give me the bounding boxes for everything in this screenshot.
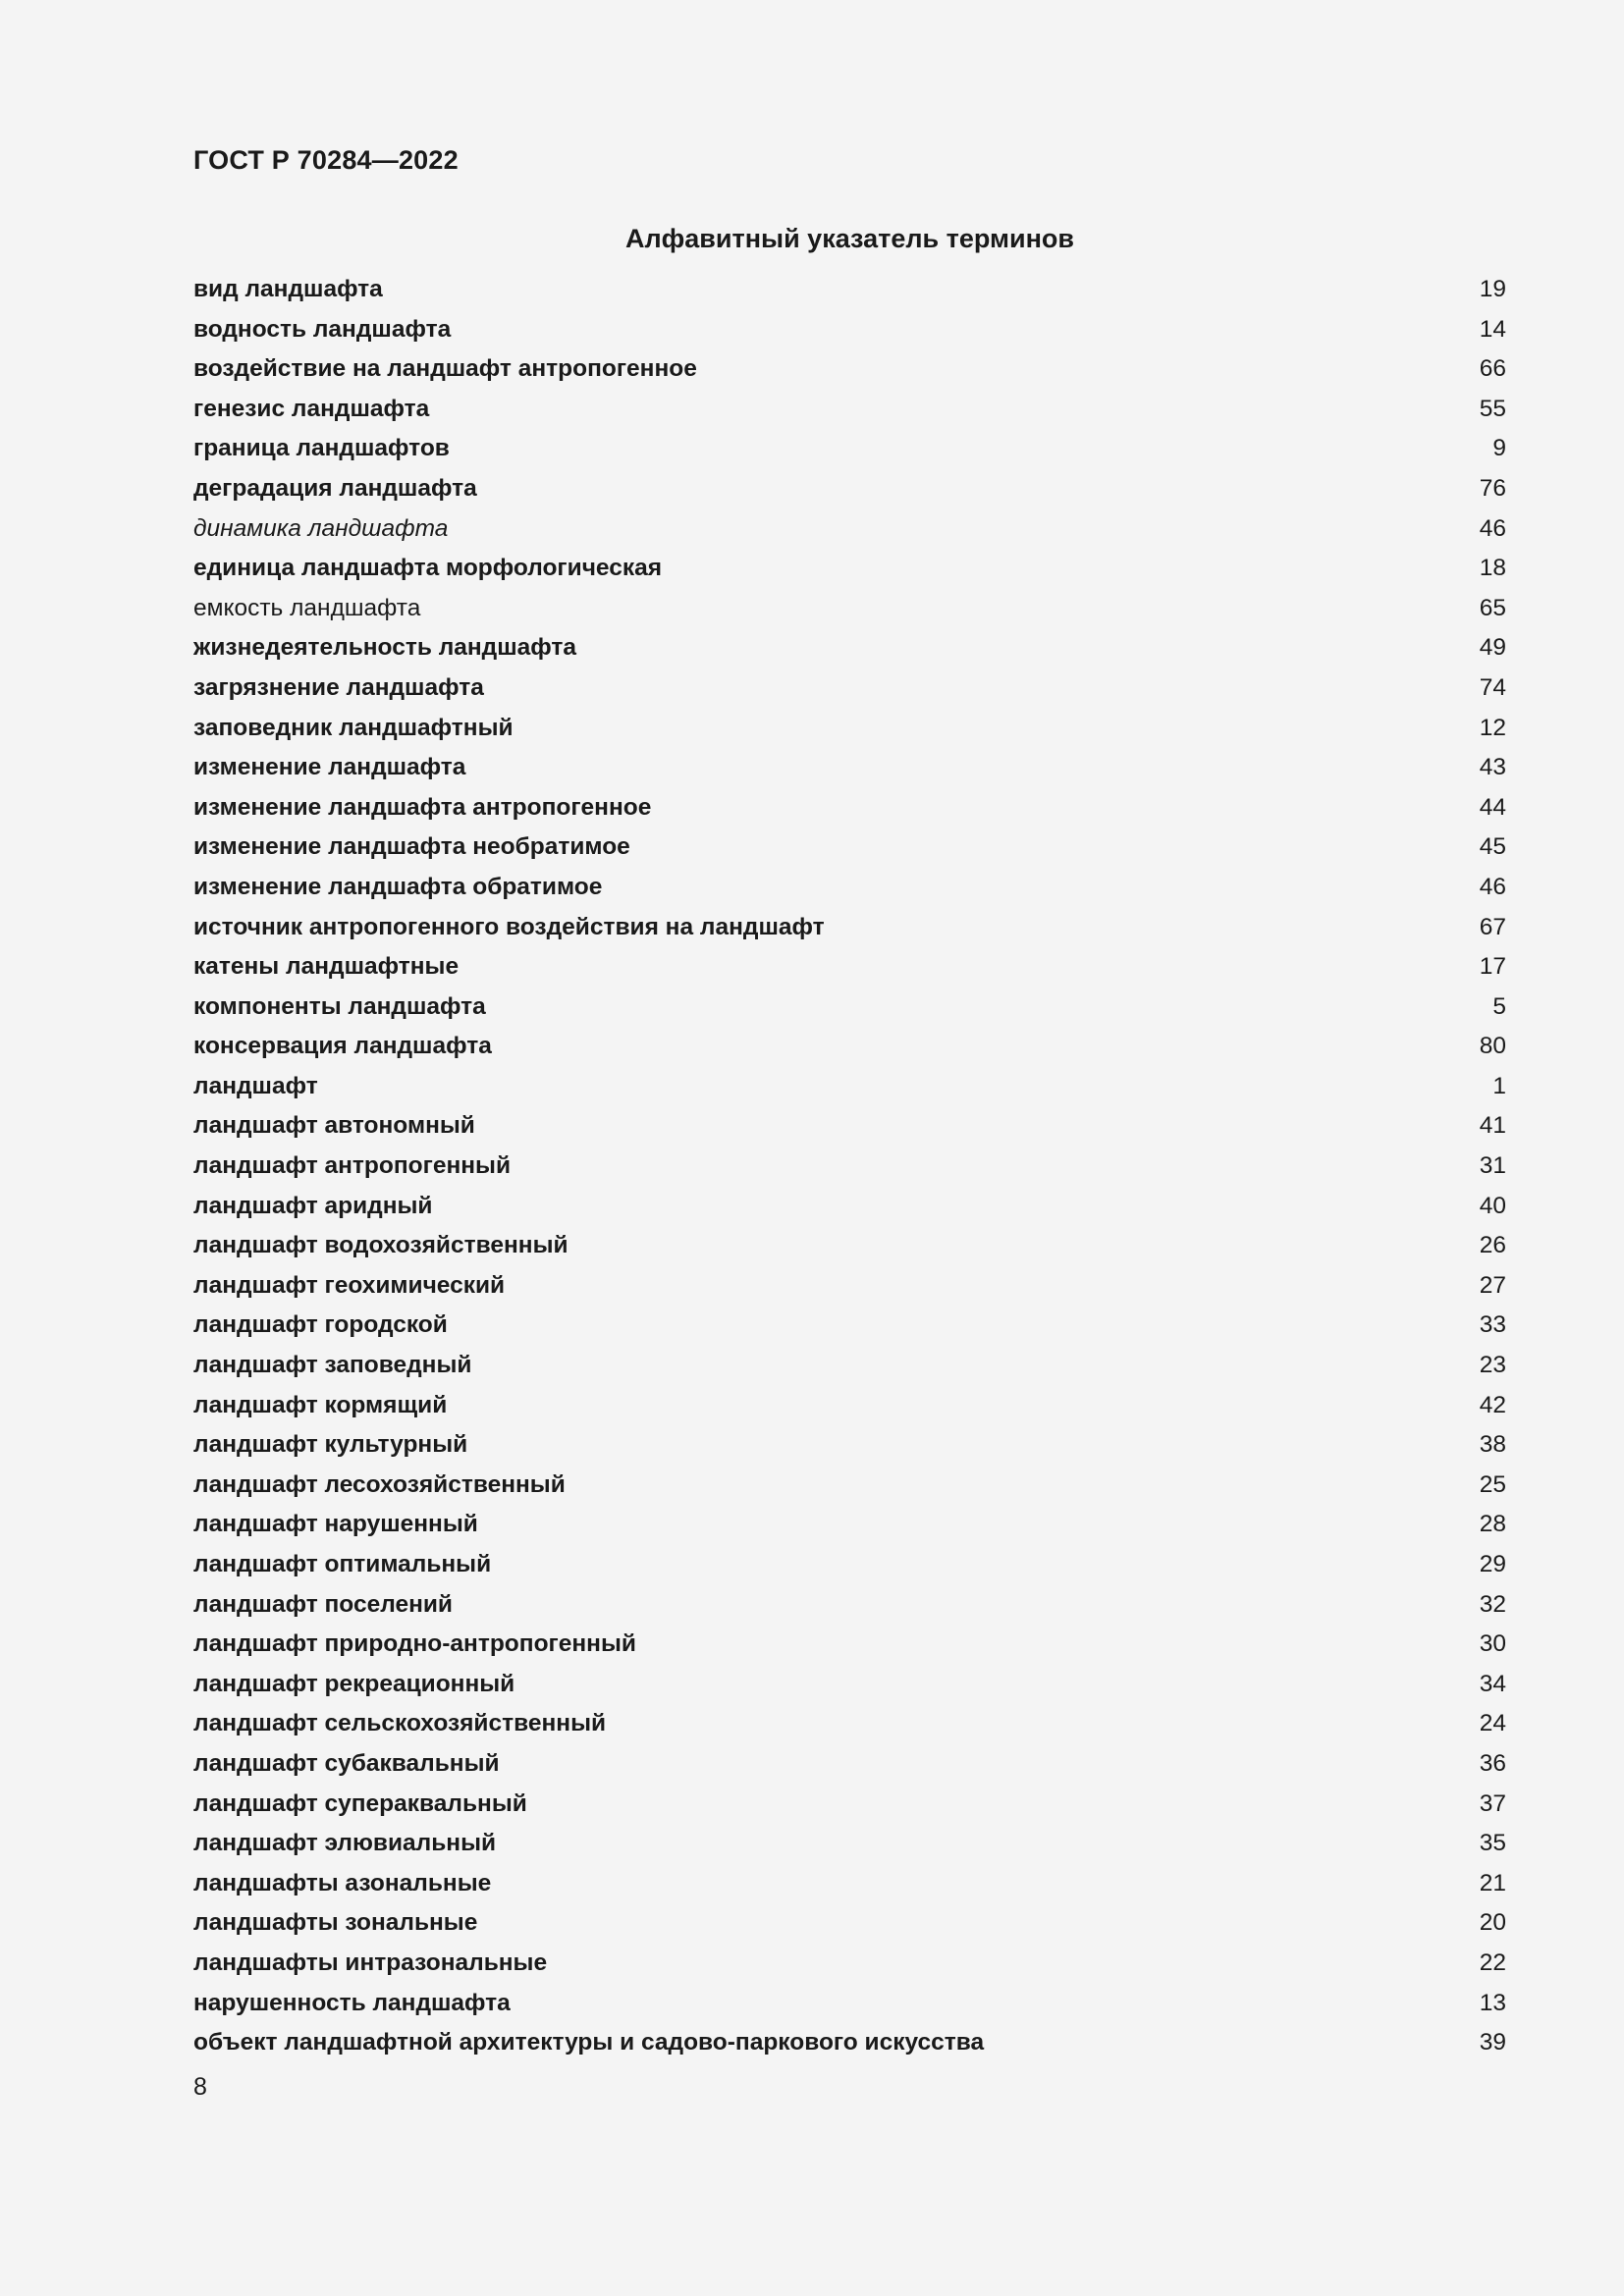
index-term-number: 13 xyxy=(1479,1989,1506,2016)
index-term-number: 55 xyxy=(1479,395,1506,422)
index-term: ландшафты азональные xyxy=(193,1869,492,1896)
index-term: источник антропогенного воздействия на ландшафт xyxy=(193,913,825,940)
index-term-number: 40 xyxy=(1479,1192,1506,1219)
index-entry xyxy=(193,1346,1506,1386)
index-term-number: 25 xyxy=(1479,1470,1506,1498)
index-entry xyxy=(193,1984,1506,2024)
index-term: ландшафт супераквальный xyxy=(193,1789,527,1817)
index-term-number: 80 xyxy=(1479,1033,1506,1060)
index-term: изменение ландшафта необратимое xyxy=(193,833,630,861)
index-entry xyxy=(193,628,1506,668)
index-term-number: 35 xyxy=(1479,1830,1506,1857)
index-entry xyxy=(193,429,1506,469)
index-entry xyxy=(193,1545,1506,1585)
index-term: ландшафт рекреационный xyxy=(193,1670,515,1697)
index-term: катены ландшафтные xyxy=(193,953,460,981)
index-entry xyxy=(193,589,1506,629)
index-entry xyxy=(193,549,1506,589)
index-term-number: 14 xyxy=(1479,315,1506,343)
index-term-number: 31 xyxy=(1479,1152,1506,1180)
index-term: загрязнение ландшафта xyxy=(193,673,484,701)
index-term: генезис ландшафта xyxy=(193,395,430,422)
index-entry xyxy=(193,1106,1506,1147)
index-term-number: 37 xyxy=(1479,1789,1506,1817)
index-term-number: 24 xyxy=(1479,1710,1506,1737)
index-entry xyxy=(193,1704,1506,1744)
index-term: изменение ландшафта антропогенное xyxy=(193,793,652,821)
index-term-number: 17 xyxy=(1479,953,1506,981)
index-term-number: 33 xyxy=(1479,1311,1506,1339)
index-entry xyxy=(193,1306,1506,1346)
index-entry xyxy=(193,1425,1506,1466)
index-entry xyxy=(193,1505,1506,1545)
index-term: изменение ландшафта xyxy=(193,754,466,781)
index-entry xyxy=(193,1864,1506,1904)
index-term: единица ландшафта морфологическая xyxy=(193,555,663,582)
index-term-number: 45 xyxy=(1479,833,1506,861)
index-entry xyxy=(193,1903,1506,1944)
index-term: ландшафт xyxy=(193,1072,318,1099)
index-term: ландшафт заповедный xyxy=(193,1352,472,1379)
index-entry xyxy=(193,1147,1506,1187)
index-term-number: 27 xyxy=(1479,1271,1506,1299)
index-term: ландшафт культурный xyxy=(193,1431,468,1459)
index-entry xyxy=(193,1585,1506,1626)
index-term-number: 22 xyxy=(1479,1949,1506,1976)
term-index-list xyxy=(193,270,1506,2063)
index-term: ландшафты зональные xyxy=(193,1909,478,1937)
index-term-number: 32 xyxy=(1479,1590,1506,1618)
index-entry xyxy=(193,310,1506,350)
index-term: ландшафт аридный xyxy=(193,1192,433,1219)
index-entry xyxy=(193,868,1506,908)
index-term: ландшафты интразональные xyxy=(193,1949,548,1976)
index-term: воздействие на ландшафт антропогенное xyxy=(193,355,697,383)
index-term-number: 20 xyxy=(1479,1909,1506,1937)
index-term: динамика ландшафта xyxy=(193,514,449,542)
index-term: ландшафт природно-антропогенный xyxy=(193,1630,636,1658)
index-entry xyxy=(193,1027,1506,1067)
index-term-number: 30 xyxy=(1479,1630,1506,1658)
index-term-number: 26 xyxy=(1479,1232,1506,1259)
index-entry xyxy=(193,1466,1506,1506)
index-term: изменение ландшафта обратимое xyxy=(193,873,603,900)
document-header: ГОСТ Р 70284—2022 xyxy=(193,145,459,175)
index-term-number: 9 xyxy=(1492,435,1506,462)
index-term: компоненты ландшафта xyxy=(193,992,486,1020)
index-term-number: 41 xyxy=(1479,1112,1506,1140)
index-term: объект ландшафтной архитектуры и садово-паркового искусства xyxy=(193,2029,985,2056)
index-entry xyxy=(193,2023,1506,2063)
index-term-number: 43 xyxy=(1479,754,1506,781)
index-term: ландшафт поселений xyxy=(193,1590,453,1618)
index-term-number: 36 xyxy=(1479,1749,1506,1777)
index-entry xyxy=(193,1665,1506,1705)
index-entry xyxy=(193,390,1506,430)
index-term: ландшафт городской xyxy=(193,1311,448,1339)
index-term: ландшафт геохимический xyxy=(193,1271,506,1299)
index-term-number: 42 xyxy=(1479,1391,1506,1418)
page-number: 8 xyxy=(193,2073,207,2101)
index-entry xyxy=(193,1266,1506,1307)
index-term-number: 44 xyxy=(1479,793,1506,821)
index-entry xyxy=(193,1386,1506,1426)
index-term: емкость ландшафта xyxy=(193,594,421,621)
index-title: Алфавитный указатель терминов xyxy=(625,224,1074,253)
index-term-number: 28 xyxy=(1479,1511,1506,1538)
index-term: ландшафт кормящий xyxy=(193,1391,448,1418)
index-term: ландшафт лесохозяйственный xyxy=(193,1470,566,1498)
index-term-number: 12 xyxy=(1479,714,1506,741)
index-term-number: 46 xyxy=(1479,873,1506,900)
index-term-number: 74 xyxy=(1479,673,1506,701)
index-entry xyxy=(193,1944,1506,1984)
index-entry xyxy=(193,1824,1506,1864)
index-entry xyxy=(193,1226,1506,1266)
index-term: ландшафт автономный xyxy=(193,1112,475,1140)
index-entry xyxy=(193,270,1506,310)
index-entry xyxy=(193,1067,1506,1107)
index-term: жизнедеятельность ландшафта xyxy=(193,634,577,662)
index-term-number: 29 xyxy=(1479,1551,1506,1577)
index-entry xyxy=(193,509,1506,550)
index-entry xyxy=(193,1744,1506,1785)
index-entry xyxy=(193,988,1506,1028)
index-term-number: 38 xyxy=(1479,1431,1506,1459)
index-entry xyxy=(193,349,1506,390)
index-term: ландшафт антропогенный xyxy=(193,1152,512,1180)
index-term-number: 67 xyxy=(1479,913,1506,940)
index-entry xyxy=(193,748,1506,788)
index-term: деградация ландшафта xyxy=(193,474,477,502)
index-term-number: 19 xyxy=(1479,276,1506,302)
index-term-number: 66 xyxy=(1479,355,1506,383)
index-term: ландшафт нарушенный xyxy=(193,1511,478,1538)
index-term-number: 49 xyxy=(1479,634,1506,662)
index-entry xyxy=(193,788,1506,828)
index-entry xyxy=(193,709,1506,749)
index-term-number: 5 xyxy=(1492,992,1506,1020)
index-term-number: 39 xyxy=(1479,2029,1506,2056)
index-term: вид ландшафта xyxy=(193,276,383,302)
index-term: ландшафт элювиальный xyxy=(193,1830,497,1857)
index-term: заповедник ландшафтный xyxy=(193,714,514,741)
index-term-number: 65 xyxy=(1479,594,1506,621)
index-term-number: 23 xyxy=(1479,1352,1506,1379)
index-term: ландшафт водохозяйственный xyxy=(193,1232,568,1259)
index-term: консервация ландшафта xyxy=(193,1033,492,1060)
index-entry xyxy=(193,469,1506,509)
index-term-number: 18 xyxy=(1479,555,1506,582)
index-term-number: 46 xyxy=(1479,514,1506,542)
index-entry xyxy=(193,1625,1506,1665)
index-term: нарушенность ландшафта xyxy=(193,1989,511,2016)
index-term-number: 21 xyxy=(1479,1869,1506,1896)
index-entry xyxy=(193,1785,1506,1825)
index-term: ландшафт субаквальный xyxy=(193,1749,500,1777)
index-term: ландшафт оптимальный xyxy=(193,1551,492,1577)
index-entry xyxy=(193,668,1506,709)
index-term-number: 34 xyxy=(1479,1670,1506,1697)
index-entry xyxy=(193,828,1506,868)
index-term-number: 76 xyxy=(1479,474,1506,502)
index-entry xyxy=(193,947,1506,988)
index-term-number: 1 xyxy=(1492,1072,1506,1099)
index-entry xyxy=(193,1187,1506,1227)
index-entry xyxy=(193,908,1506,948)
index-term: водность ландшафта xyxy=(193,315,452,343)
index-term: ландшафт сельскохозяйственный xyxy=(193,1710,607,1737)
index-term: граница ландшафтов xyxy=(193,435,450,462)
